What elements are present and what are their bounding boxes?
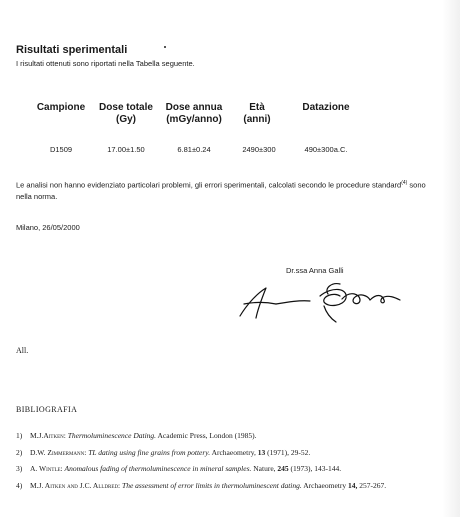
table-cell-eta: 2490±300 bbox=[242, 145, 276, 154]
intro-text: I risultati ottenuti sono riportati nella Tabella seguente. bbox=[16, 59, 195, 68]
bibliography-title: BIBLIOGRAFIA bbox=[16, 405, 78, 414]
table-cell-dose-annua: 6.81±0.24 bbox=[177, 145, 211, 154]
bib-entry: A. Wintle: Anomalous fading of thermoluminescence in mineral samples. Nature, 245 (1973), 143-144. bbox=[30, 464, 342, 473]
table-header-dose-annua: Dose annua (mGy/anno) bbox=[165, 102, 223, 125]
bib-entry: M.J. Aitken and J.C. Alldred: The assessment of error limits in thermoluminescent dating. Archaeometry 14, 257-267. bbox=[30, 481, 387, 490]
table-header-datazione: Datazione bbox=[302, 102, 350, 113]
table-header-dose-totale: Dose totale (Gy) bbox=[99, 102, 153, 125]
table-header-campione: Campione bbox=[36, 102, 86, 113]
scan-speck bbox=[164, 46, 166, 48]
bib-number: 3) bbox=[16, 464, 23, 473]
bib-entry: M.J.Aitken: Thermoluminescence Dating. Academic Press, London (1985). bbox=[30, 431, 257, 440]
table-header-eta: Età (anni) bbox=[243, 102, 271, 125]
bib-number: 1) bbox=[16, 431, 23, 440]
bib-number: 2) bbox=[16, 448, 23, 457]
results-paragraph: Le analisi non hanno evidenziato particolari problemi, gli errori sperimentali, calcolati secondo le procedure standard$^{(4)}$ sono nella norma. bbox=[16, 180, 426, 201]
handwritten-signature bbox=[236, 280, 411, 325]
table-cell-dose-totale: 17.00±1.50 bbox=[107, 145, 145, 154]
place-date: Milano, 26/05/2000 bbox=[16, 223, 80, 232]
table-cell-datazione: 490±300a.C. bbox=[304, 145, 348, 154]
bib-number: 4) bbox=[16, 481, 23, 490]
bib-entry: D.W. Zimmermann: TL dating using fine grains from pottery. Archaeometry, 13 (1971), 29-52. bbox=[30, 448, 311, 457]
section-heading: Risultati sperimentali bbox=[16, 44, 128, 56]
signatory-name: Dr.ssa Anna Galli bbox=[286, 266, 344, 275]
table-cell-campione: D1509 bbox=[49, 145, 73, 154]
attachments-label: All. bbox=[16, 346, 29, 355]
